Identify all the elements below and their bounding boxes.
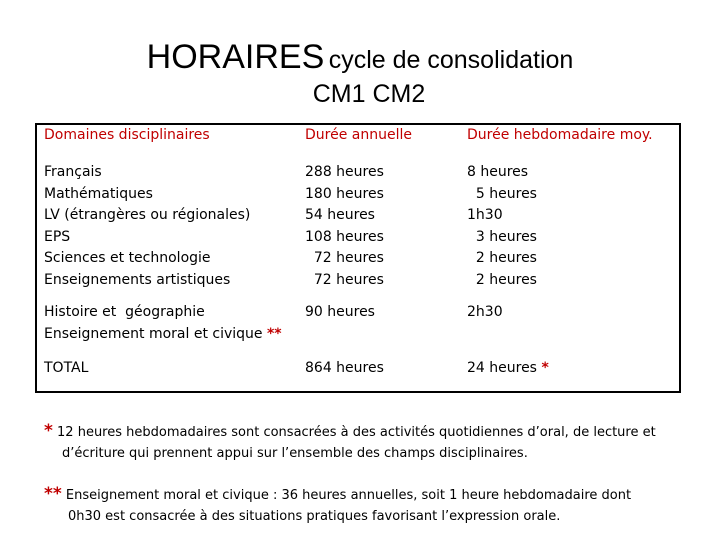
weekly-value: 1h30 — [467, 207, 503, 223]
domain-label-with-marker — [44, 324, 298, 346]
annual-value: 54 heures — [305, 207, 375, 223]
annual-value: 72 heures — [305, 271, 384, 288]
footnote-text: d’écriture qui prennent appui sur l’ensemble des champs disciplinaires. — [62, 446, 528, 461]
total-weekly-value: 24 heures — [467, 360, 537, 376]
table-row-history — [36, 302, 680, 358]
domain-label: Sciences et technologie — [44, 250, 211, 266]
domain-label: EPS — [44, 228, 71, 245]
total-annual-cell: 864 heures — [305, 360, 384, 376]
annual-value: 288 heures — [305, 164, 384, 180]
footnote-text: Enseignement moral et civique : 36 heures annuelles, soit 1 heure hebdomadaire dont — [65, 488, 632, 503]
domain-label: Enseignement moral et civique — [44, 325, 263, 342]
weekly-value: 3 heures — [467, 228, 537, 245]
domain-label: Français — [44, 164, 102, 180]
header-domains: Domaines disciplinaires — [44, 127, 210, 143]
footnote-text: 0h30 est consacrée à des situations pratiques favorisant l’expression orale. — [68, 509, 561, 524]
weekly-value: 2 heures — [467, 271, 537, 288]
footnote-marker: ** — [266, 325, 282, 342]
header-annual: Durée annuelle — [305, 127, 412, 143]
subjects-annual-cell — [298, 162, 460, 302]
annual-value: 108 heures — [305, 228, 384, 245]
domain-label: LV (étrangères ou régionales) — [44, 207, 251, 223]
subjects-domain-cell — [36, 162, 298, 302]
total-label-cell: TOTAL — [44, 360, 89, 376]
table-row-total — [36, 358, 680, 392]
page-title — [0, 38, 720, 77]
domain-label: Mathématiques — [44, 185, 153, 202]
title-levels: CM1 CM2 — [312, 80, 426, 108]
subjects-weekly-cell — [460, 162, 680, 302]
footnote-marker: ** — [44, 484, 62, 504]
footnote-2 — [44, 484, 631, 527]
history-domain-cell — [36, 302, 298, 358]
domain-label: Histoire et géographie — [44, 304, 205, 320]
weekly-value: 8 heures — [467, 164, 529, 180]
footnote-marker: * — [541, 360, 549, 376]
annual-value: 72 heures — [305, 250, 384, 266]
title-subtitle: cycle de consolidation — [328, 46, 574, 74]
footnote-1 — [44, 421, 656, 464]
schedule-table — [35, 123, 681, 393]
total-weekly-cell — [460, 358, 680, 392]
footnote-text: 12 heures hebdomadaires sont consacrées à des activités quotidiennes d’oral, de lecture et — [57, 425, 656, 440]
domain-label: Enseignements artistiques — [44, 271, 231, 288]
history-annual-cell: 90 heures — [305, 304, 375, 320]
weekly-value: 5 heures — [467, 185, 537, 202]
footnote-marker: * — [44, 421, 53, 441]
annual-value: 180 heures — [305, 185, 384, 202]
title-main: HORAIRES — [146, 38, 325, 76]
history-weekly-cell: 2h30 — [467, 304, 503, 320]
header-weekly: Durée hebdomadaire moy. — [467, 127, 653, 143]
weekly-value: 2 heures — [467, 250, 537, 266]
table-header-row — [36, 124, 680, 162]
table-row-subjects — [36, 162, 680, 302]
